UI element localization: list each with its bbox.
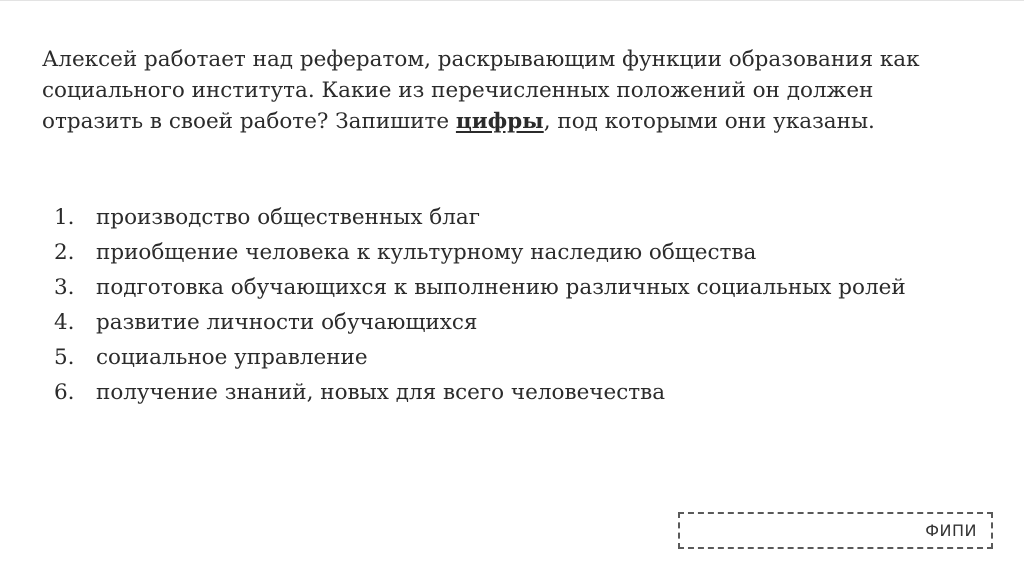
option-1 <box>54 200 954 235</box>
top-divider <box>0 0 1024 1</box>
question-text <box>42 44 972 137</box>
option-text: социальное управление <box>96 345 368 370</box>
option-text: приобщение человека к культурному наследию общества <box>96 240 757 265</box>
option-number: 4. <box>54 310 75 335</box>
question-text-after: , под которыми они указаны. <box>543 109 875 134</box>
question-emphasis: цифры <box>455 109 544 134</box>
option-4 <box>54 305 954 340</box>
option-text: подготовка обучающихся к выполнению различных социальных ролей <box>96 275 906 300</box>
option-6 <box>54 375 954 410</box>
option-text: производство общественных благ <box>96 205 480 230</box>
option-2 <box>54 235 954 270</box>
option-5 <box>54 340 954 375</box>
option-number: 5. <box>54 345 75 370</box>
option-number: 6. <box>54 380 75 405</box>
source-label: ФИПИ <box>925 521 977 540</box>
option-text: развитие личности обучающихся <box>96 310 478 335</box>
option-text: получение знаний, новых для всего человечества <box>96 380 666 405</box>
option-number: 1. <box>54 205 75 230</box>
option-3 <box>54 270 954 305</box>
option-number: 2. <box>54 240 75 265</box>
task-slide <box>42 44 972 405</box>
option-number: 3. <box>54 275 75 300</box>
source-box <box>678 512 993 549</box>
answer-options-list <box>54 200 954 410</box>
question-text-before: Алексей работает над рефератом, раскрывающим функции образования как социального института. Какие из перечисленных положений он должен отразить в своей работе? Запишите <box>42 47 920 134</box>
